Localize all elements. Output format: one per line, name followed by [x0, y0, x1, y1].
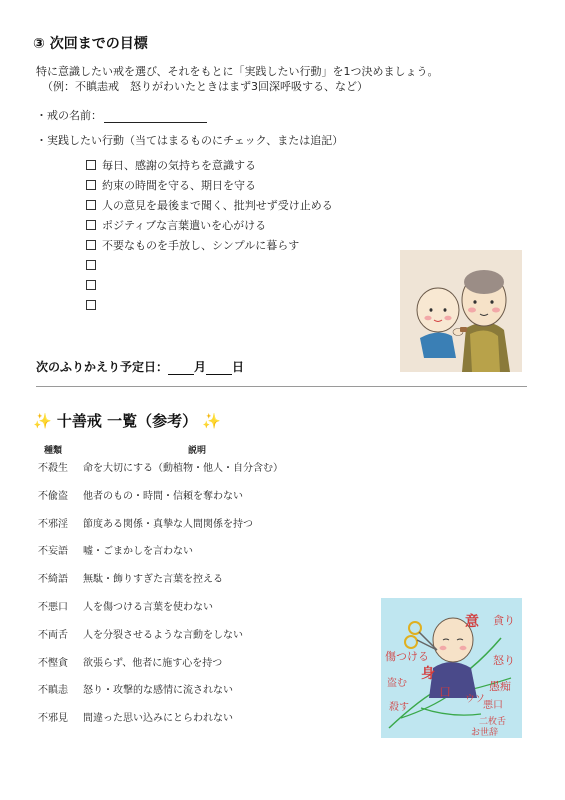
table-row	[38, 573, 283, 601]
review-label: 次のふりかえり予定日：	[36, 360, 169, 374]
precept-description: 命を大切にする（動植物・他人・自分含む）	[83, 463, 283, 474]
table-row	[38, 462, 283, 490]
illustration-word: 殺す	[389, 702, 409, 713]
checklist-item-blank[interactable]	[86, 278, 333, 298]
illustration-word: 二枚舌	[479, 717, 507, 727]
precept-description: 人を傷つける言葉を使わない	[83, 601, 213, 613]
precept-description: 欲張らず、他者に施す心を持つ	[83, 657, 223, 669]
illustration-word: 盗む	[387, 678, 407, 689]
table-row	[38, 712, 283, 740]
checklist-item[interactable]	[86, 218, 333, 238]
ten-precepts-drawing	[381, 598, 522, 738]
checklist-item[interactable]	[86, 178, 333, 198]
checklist-item[interactable]	[86, 198, 333, 218]
precept-term: 不両舌	[38, 629, 68, 641]
table-row	[38, 657, 283, 685]
table-row	[38, 684, 283, 712]
precepts-table	[38, 462, 283, 740]
precept-term: 不邪見	[38, 713, 68, 725]
precept-term: 不邪淫	[38, 518, 68, 530]
precept-description: 他者のもの・時間・信頼を奪わない	[83, 490, 243, 502]
precepts-heading-text: 十善戒 一覧（参考）	[56, 412, 198, 430]
table-row	[38, 518, 283, 546]
goal-heading: ③ 次回までの目標	[33, 36, 148, 52]
precept-term: 不瞋恚	[38, 685, 68, 697]
precepts-heading	[33, 410, 221, 431]
checklist-item-label: 人の意見を最後まで聞く、批判せず受け止める	[102, 199, 333, 212]
precept-term: 不悪口	[38, 601, 68, 613]
monk-child-drawing	[400, 250, 522, 372]
illustration-word: ウソ	[465, 694, 485, 705]
precept-description: 間違った思い込みにとらわれない	[83, 713, 233, 725]
table-row	[38, 601, 283, 629]
illustration-word: 貪り	[493, 614, 515, 627]
precept-term: 不妄語	[38, 546, 68, 558]
checklist-item[interactable]	[86, 238, 333, 258]
checklist-item-label: 約束の時間を守る、期日を守る	[102, 179, 256, 192]
checklist-item-label: ポジティブな言葉遣いを心がける	[102, 219, 267, 232]
precept-name-blank[interactable]	[104, 111, 207, 123]
checkbox[interactable]	[86, 200, 96, 210]
precept-name-label: ・戒の名前：	[36, 109, 102, 122]
checklist-item-blank[interactable]	[86, 298, 333, 318]
checklist-item[interactable]	[86, 158, 333, 178]
precept-description: 怒り・攻撃的な感情に流されない	[83, 685, 233, 697]
intro-line: 特に意識したい戒を選び、それをもとに「実践したい行動」を1つ決めましょう。	[36, 65, 439, 78]
checkbox[interactable]	[86, 300, 96, 310]
checkbox[interactable]	[86, 240, 96, 250]
table-row	[38, 545, 283, 573]
checkbox[interactable]	[86, 220, 96, 230]
checkbox[interactable]	[86, 160, 96, 170]
action-label: ・実践したい行動（当てはまるものにチェック、または追記）	[36, 134, 344, 147]
precept-term: 不綺語	[38, 574, 68, 586]
checkbox[interactable]	[86, 180, 96, 190]
review-month-label: 月	[194, 360, 207, 374]
precept-term: 不殺生	[38, 463, 68, 474]
illustration-word: 悪口	[483, 700, 503, 711]
precept-description: 節度ある関係・真摯な人間関係を持つ	[83, 518, 253, 530]
review-day-blank[interactable]	[206, 362, 232, 375]
section-divider	[36, 386, 527, 387]
illustration-word: お世辞	[471, 728, 499, 738]
sparkle-icon: ✨	[33, 412, 52, 430]
goal-intro	[36, 64, 439, 94]
review-month-blank[interactable]	[168, 362, 194, 375]
checklist-item-blank[interactable]	[86, 258, 333, 278]
precept-description: 人を分裂させるような言動をしない	[83, 629, 243, 641]
table-row	[38, 490, 283, 518]
illustration-word: 愚痴	[489, 680, 511, 693]
illustration-word: 怒り	[493, 654, 515, 667]
checklist-item-label: 毎日、感謝の気持ちを意識する	[102, 159, 256, 172]
precept-description: 無駄・飾りすぎた言葉を控える	[83, 574, 223, 586]
illustration-word: 口	[439, 685, 452, 699]
checkbox[interactable]	[86, 260, 96, 270]
precept-name-field	[36, 107, 207, 123]
table-row	[38, 629, 283, 657]
sparkle-icon: ✨	[202, 412, 222, 430]
illustration-word: 意	[465, 614, 479, 630]
monk-child-illustration	[400, 250, 522, 372]
review-date	[36, 358, 244, 375]
illustration-word: 傷つける	[385, 650, 429, 663]
ten-precepts-illustration	[381, 598, 522, 738]
precept-description: 嘘・ごまかしを言わない	[83, 546, 193, 558]
precept-term: 不偸盗	[38, 490, 68, 502]
checklist-item-label: 不要なものを手放し、シンプルに暮らす	[102, 239, 300, 252]
action-checklist	[86, 158, 333, 318]
checkbox[interactable]	[86, 280, 96, 290]
example-line: （例：不瞋恚戒 怒りがわいたときはまず3回深呼吸する、など）	[42, 80, 368, 93]
illustration-word: 身	[421, 666, 435, 682]
precept-term: 不慳貪	[38, 657, 68, 669]
review-day-label: 日	[232, 360, 245, 374]
column-header-description: 説明	[188, 446, 207, 456]
column-header-term: 種類	[44, 446, 63, 456]
